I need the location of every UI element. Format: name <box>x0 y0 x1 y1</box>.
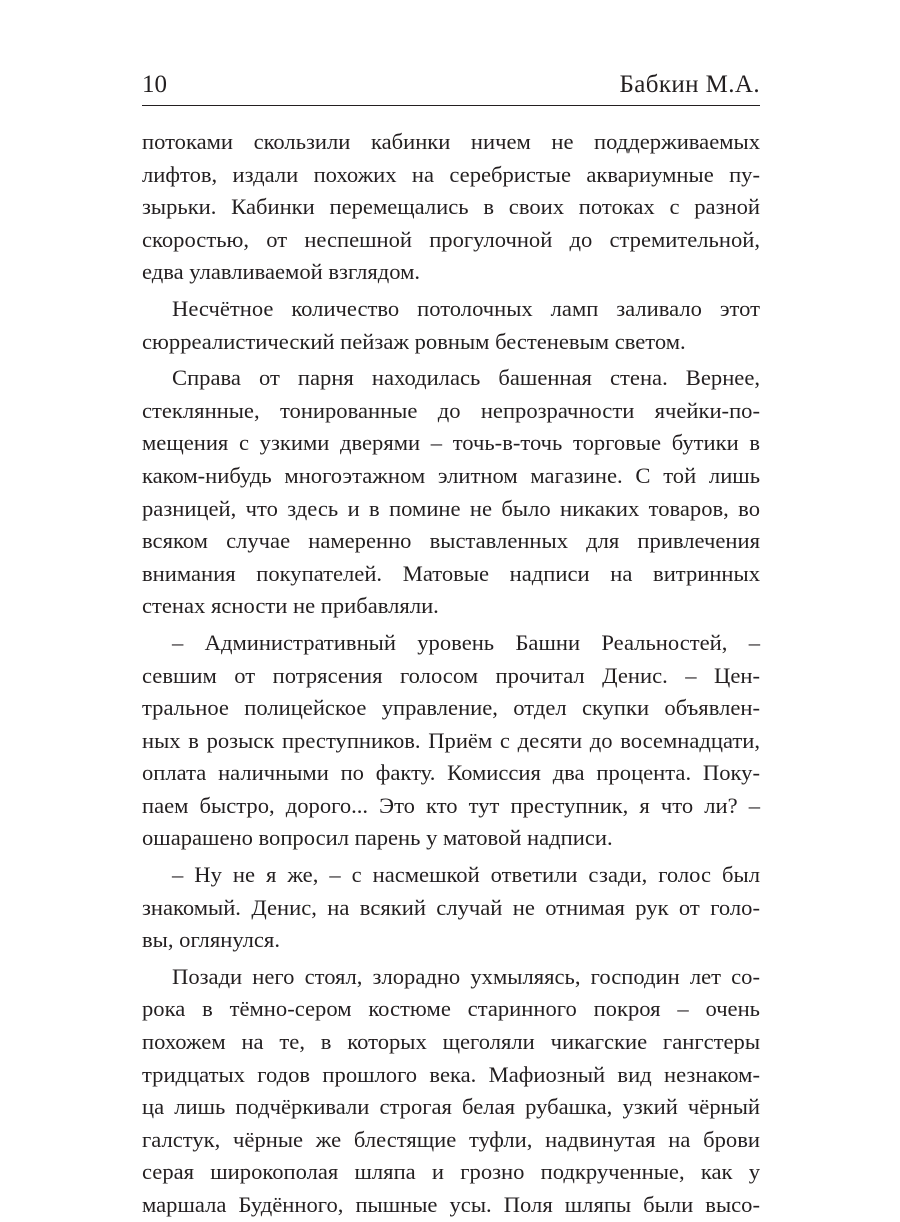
text-line: паем быстро, дорого... Это кто тут преступник, я что ли? – <box>142 792 760 818</box>
text-line: мещения с узкими дверями – точь-в-точь торговые бутики в <box>142 430 760 456</box>
text-line: ных в розыск преступников. Приём с десяти до восемнадцати, <box>142 727 760 753</box>
text-line: рока в тёмно-сером костюме старинного покроя – очень <box>142 996 760 1022</box>
text-line: – Административный уровень Башни Реальностей, – <box>172 629 760 655</box>
text-line: стенах ясности не прибавляли. <box>142 593 439 619</box>
text-line: тральное полицейское управление, отдел скупки объявлен- <box>142 695 760 721</box>
text-line: тридцатых годов прошлого века. Мафиозный вид незнаком- <box>142 1061 760 1087</box>
text-line: – Ну не я же, – с насмешкой ответили сзади, голос был <box>172 862 760 888</box>
paragraph <box>142 362 760 623</box>
text-line: похожем на те, в которых щеголяли чикагские гангстеры <box>142 1029 760 1055</box>
text-line: лифтов, издали похожих на серебристые аквариумные пу- <box>142 161 760 187</box>
text-line: Позади него стоял, злорадно ухмыляясь, господин лет со- <box>172 963 760 989</box>
text-line: всяком случае намеренно выставленных для привлечения <box>142 528 760 554</box>
text-line: сюрреалистический пейзаж ровным бестеневым светом. <box>142 328 686 354</box>
text-line: севшим от потрясения голосом прочитал Денис. – Цен- <box>142 662 760 688</box>
text-line: оплата наличными по факту. Комиссия два процента. Поку- <box>142 760 760 786</box>
text-line: галстук, чёрные же блестящие туфли, надвинутая на брови <box>142 1126 760 1152</box>
text-line: потоками скользили кабинки ничем не поддерживаемых <box>142 129 760 154</box>
text-line: маршала Будённого, пышные усы. Поля шляпы были высо- <box>142 1192 760 1217</box>
text-line: едва улавливаемой взглядом. <box>142 259 421 285</box>
text-line: серая широкополая шляпа и грозно подкрученные, как у <box>142 1159 760 1185</box>
paragraph <box>142 859 760 957</box>
running-head-author: Бабкин М.А. <box>619 71 760 98</box>
text-line: стеклянные, тонированные до непрозрачности ячейки-по- <box>142 397 760 423</box>
page-header <box>142 62 760 106</box>
page-number: 10 <box>142 71 167 98</box>
text-line: Справа от парня находилась башенная стена. Вернее, <box>172 365 760 391</box>
text-line: ца лишь подчёркивали строгая белая рубашка, узкий чёрный <box>142 1094 760 1120</box>
text-line: Несчётное количество потолочных ламп заливало этот <box>172 295 760 321</box>
text-line: знакомый. Денис, на всякий случай не отнимая рук от голо- <box>142 894 760 920</box>
text-line: ошарашено вопросил парень у матовой надписи. <box>142 825 613 851</box>
text-line: скоростью, от неспешной прогулочной до стремительной, <box>142 226 760 252</box>
paragraph <box>142 293 760 358</box>
paragraph <box>142 627 760 855</box>
paragraph <box>142 961 760 1222</box>
paragraph <box>142 126 760 289</box>
text-line: разницей, что здесь и в помине не было никаких товаров, во <box>142 495 760 521</box>
text-line: каком-нибудь многоэтажном элитном магазине. С той лишь <box>142 462 760 488</box>
text-line: внимания покупателей. Матовые надписи на витринных <box>142 560 760 586</box>
text-line: зырьки. Кабинки перемещались в своих потоках с разной <box>142 194 760 220</box>
text-line: вы, оглянулся. <box>142 927 280 953</box>
body-text <box>142 126 760 1222</box>
